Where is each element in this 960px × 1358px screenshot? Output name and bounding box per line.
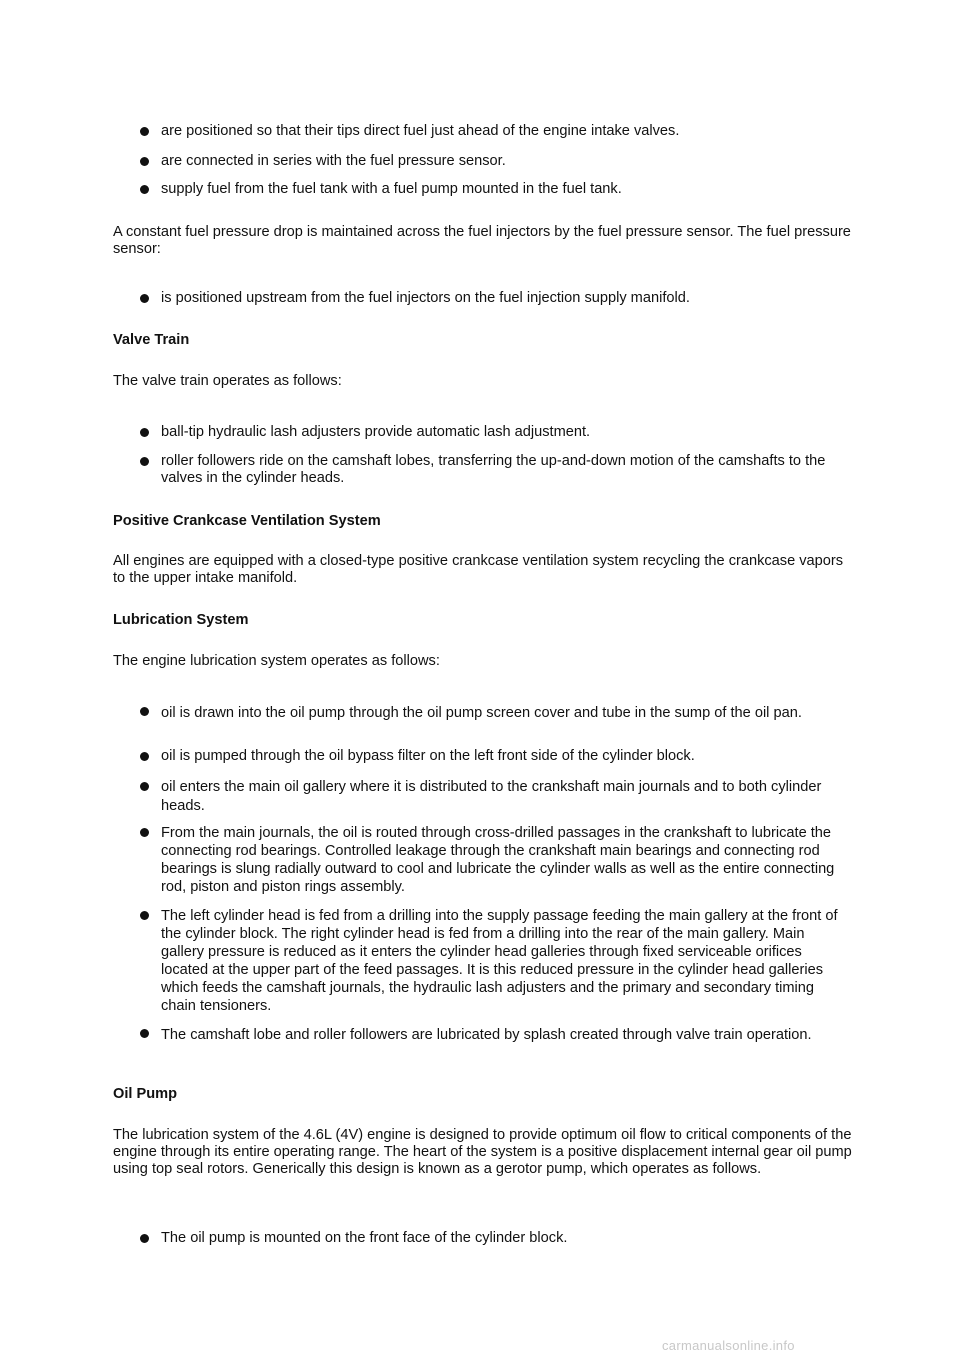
bullet-icon — [140, 707, 149, 716]
list-item-text: are positioned so that their tips direct fuel just ahead of the engine intake valves. — [161, 123, 680, 139]
lubrication-intro: The engine lubrication system operates as follows: — [113, 653, 440, 669]
pcv-paragraph: All engines are equipped with a closed-type positive crankcase ventilation system recycling the crankcase vapors to the upper intake manifold. — [113, 553, 844, 586]
bullet-icon — [140, 157, 149, 166]
section-heading-lubrication: Lubrication System — [113, 612, 249, 628]
bullet-icon — [140, 457, 149, 466]
bullet-icon — [140, 782, 149, 791]
list-item-text: oil enters the main oil gallery where it is distributed to the crankshaft main journals and to both cylinder heads. — [161, 779, 822, 814]
bullet-icon — [140, 828, 149, 837]
bullet-icon — [140, 911, 149, 920]
list-item-text: ball-tip hydraulic lash adjusters provide automatic lash adjustment. — [161, 424, 591, 440]
list-item-text: supply fuel from the fuel tank with a fuel pump mounted in the fuel tank. — [161, 181, 622, 197]
list-item-text: oil is pumped through the oil bypass filter on the left front side of the cylinder block. — [161, 748, 695, 764]
list-item-text: From the main journals, the oil is routed through cross-drilled passages in the crankshaft to lubricate the connecting rod bearings. Controlled leakage through the crankshaft main bearings and connecting rod bearings is slung radially outward to cool and lubricate the cylinder walls as well as the entire connecting rod, piston and piston rings assembly. — [161, 825, 835, 895]
list-item-text: The oil pump is mounted on the front face of the cylinder block. — [161, 1230, 568, 1246]
section-heading-valve-train: Valve Train — [113, 332, 190, 348]
list-item-text: oil is drawn into the oil pump through the oil pump screen cover and tube in the sump of the oil pan. — [161, 705, 802, 721]
watermark: carmanualsonline.info — [662, 1338, 795, 1353]
bullet-icon — [140, 294, 149, 303]
bullet-icon — [140, 752, 149, 761]
bullet-icon — [140, 185, 149, 194]
list-item-text: are connected in series with the fuel pressure sensor. — [161, 153, 506, 169]
list-item-text: roller followers ride on the camshaft lobes, transferring the up-and-down motion of the camshafts to the valves in the cylinder heads. — [161, 453, 826, 486]
bullet-icon — [140, 1234, 149, 1243]
section-heading-oil-pump: Oil Pump — [113, 1086, 178, 1102]
bullet-icon — [140, 1029, 149, 1038]
valve-train-intro: The valve train operates as follows: — [113, 373, 342, 389]
oil-pump-paragraph: The lubrication system of the 4.6L (4V) engine is designed to provide optimum oil flow to critical components of the engine through its entire operating range. The heart of the system is a positive displacement internal gear oil pump using top seal rotors. Generically this design is known as a gerotor pump, which operates as follows. — [113, 1127, 852, 1177]
fuel-pressure-paragraph: A constant fuel pressure drop is maintained across the fuel injectors by the fuel pressure sensor. The fuel pressure sensor: — [113, 224, 851, 257]
list-item-text: The left cylinder head is fed from a drilling into the supply passage feeding the main gallery at the front of the cylinder block. The right cylinder head is fed from a drilling into the rear of the main gallery. Main gallery pressure is reduced as it enters the cylinder head galleries through fixed serviceable orifices located at the upper part of the feed passages. It is this reduced pressure in the cylinder head galleries which feeds the camshaft journals, the hydraulic lash adjusters and the primary and secondary timing chain tensioners. — [161, 908, 838, 1014]
section-heading-pcv: Positive Crankcase Ventilation System — [113, 513, 381, 529]
list-item-text: The camshaft lobe and roller followers are lubricated by splash created through valve train operation. — [161, 1027, 812, 1043]
list-item-text: is positioned upstream from the fuel injectors on the fuel injection supply manifold. — [161, 290, 690, 306]
bullet-icon — [140, 428, 149, 437]
bullet-icon — [140, 127, 149, 136]
